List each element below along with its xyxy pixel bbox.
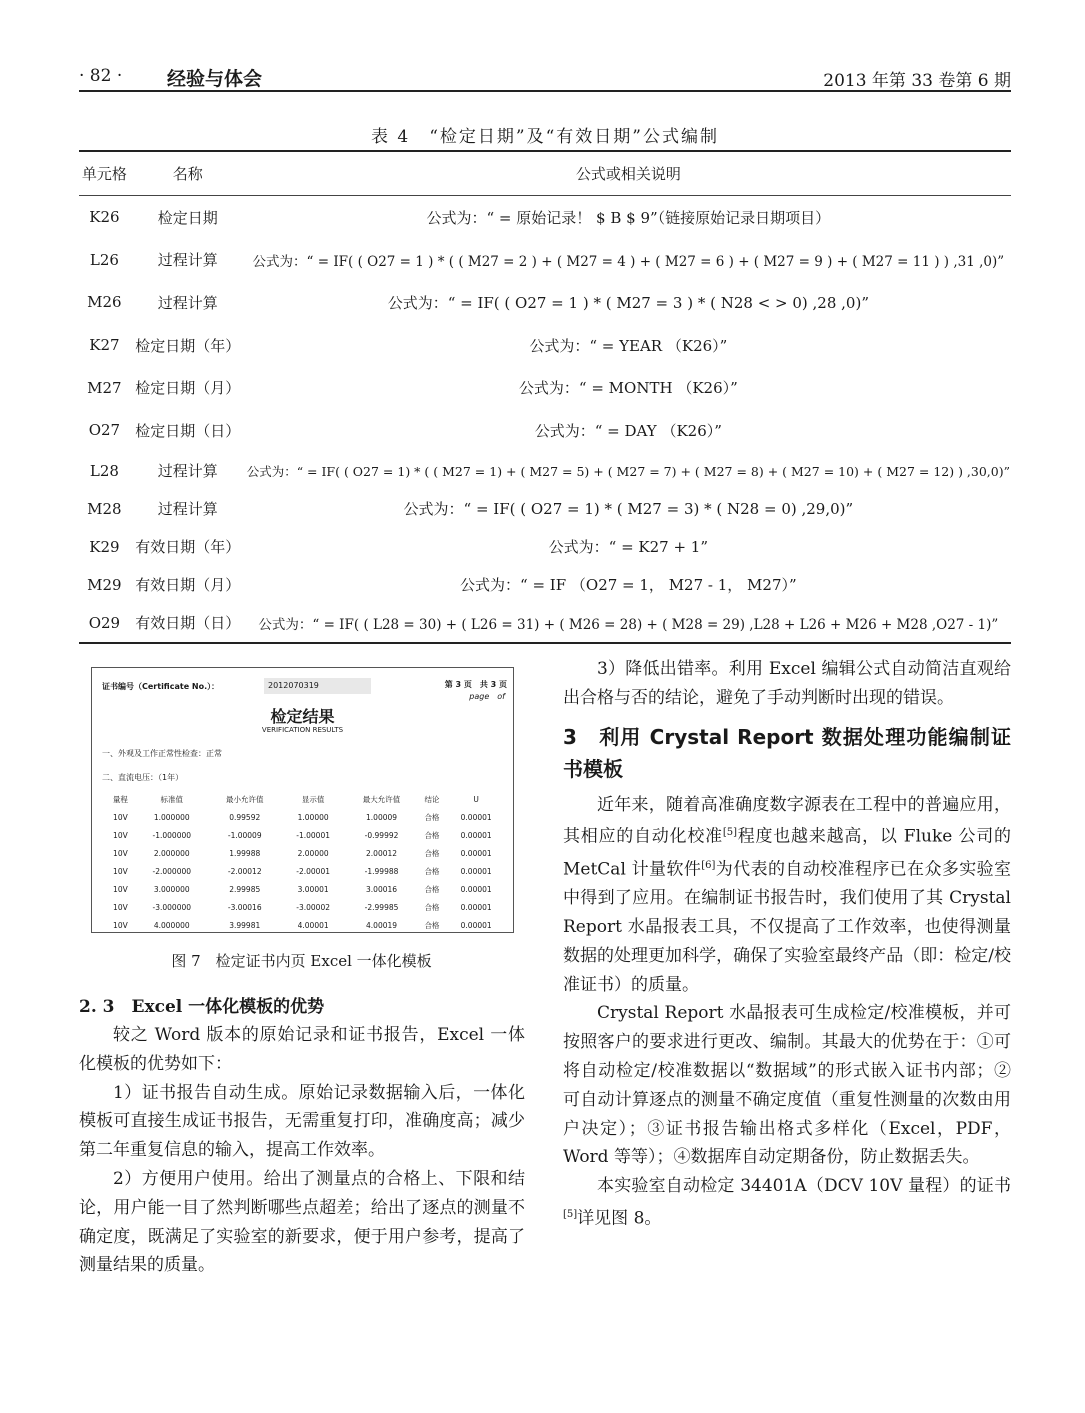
cell: 检定日期: [157, 208, 218, 227]
citation-ref: [6]: [701, 859, 716, 871]
cell: 过程计算: [157, 293, 218, 312]
cell: -1.00009: [227, 830, 262, 840]
cell: 公式为：“ = 原始记录！ $ B $ 9”（链接原始记录日期项目）: [426, 208, 831, 227]
table-row: [79, 281, 1011, 324]
text-span: 为代表的自动校准程序已在众多实验室中得到了应用。在编制证书报告时，我们使用了其 Crystal Report 水晶报表工具，不仅提高了工作效率，也使得测量数据的处理更加科学，确保了实验室最终产品（即：检定/校准证书）的质量。: [563, 859, 1011, 995]
table-row: [79, 452, 1011, 490]
cell: -3.00002: [296, 902, 330, 912]
section-heading: 2. 3 Excel 一体化模板的优势: [79, 997, 325, 1017]
figure-certificate-template: [91, 667, 514, 933]
cell: 2.00012: [366, 848, 398, 858]
cell: K26: [89, 208, 120, 227]
cell: 公式为：“ = IF( ( O27 = 1) * ( ( M27 = 1) + ( M27 = 5) + ( M27 = 7) + ( M27 = 8) + ( M27 = 10) + ( M27 = 12) ) ,30,0)”: [246, 463, 1010, 479]
text-span: 本实验室自动检定 34401A（DCV 10V 量程）的证书: [597, 1176, 1011, 1197]
cell: L28: [89, 461, 119, 480]
cert-number-value: 2012070319: [264, 678, 371, 694]
table-row: [79, 196, 1011, 239]
cell: 0.00001: [460, 848, 492, 858]
table-row: [79, 239, 1011, 282]
cell: 0.00001: [460, 884, 492, 894]
cell: 1.00000: [297, 812, 329, 822]
cell: 10V: [113, 812, 128, 822]
results-row: [106, 808, 506, 826]
results-subtitle: VERIFICATION RESULTS: [261, 726, 344, 734]
table-row: [79, 409, 1011, 452]
col-header: 结论: [424, 794, 440, 804]
paragraph: [563, 791, 1011, 1000]
cell: -2.000000: [152, 866, 192, 876]
cell: 1.99988: [229, 848, 261, 858]
text-span: 详见图 8。: [577, 1208, 662, 1229]
cell: 合格: [424, 848, 440, 858]
cell: -1.00001: [296, 830, 330, 840]
col-header: 显示值: [301, 794, 325, 804]
cell: -1.99988: [364, 866, 399, 876]
cell: -2.99985: [364, 902, 399, 912]
cell: -1.000000: [152, 830, 192, 840]
cell: 4.00001: [297, 920, 329, 930]
right-column: [563, 655, 1011, 1234]
text-span: 近年来，随着高准确度数字源表在工程中的普遍应用，其相应的自动化校准: [563, 794, 1011, 848]
cell: M27: [87, 378, 122, 397]
cell: 10V: [113, 884, 128, 894]
table-row: [79, 528, 1011, 566]
running-header: [79, 60, 1011, 92]
cell: 0.00001: [460, 830, 492, 840]
col-header: 公式或相关说明: [246, 151, 1011, 196]
cell: 有效日期（年）: [135, 538, 241, 557]
table-row: [79, 566, 1011, 604]
cell: 公式为：“ = IF( ( O27 = 1 ) * ( ( M27 = 2 ) + ( M27 = 4 ) + ( M27 = 6 ) + ( M27 = 9 ) + ( M27 = 11 ) ) ,31 ,0)”: [252, 253, 1005, 270]
paragraph: 1）证书报告自动生成。原始记录数据输入后，一体化模板可直接生成证书报告，无需重复打印，准确度高；减少第二年重复信息的输入，提高工作效率。: [79, 1082, 525, 1161]
cell: 合格: [424, 902, 440, 912]
cell: -0.99992: [364, 830, 399, 840]
cell: 合格: [424, 830, 440, 840]
cert-number-label: 证书编号（Certificate No.）：: [102, 682, 220, 691]
table-row: [79, 324, 1011, 367]
cell: M29: [87, 575, 122, 594]
results-row: [106, 880, 506, 898]
results-row: [106, 862, 506, 880]
cell: 2.99985: [229, 884, 261, 894]
cell: 公式为：“ = IF( ( L28 = 30) + ( L26 = 31) + ( M26 = 28) + ( M28 = 29) ,L28 + L26 + M26 + M28 ,O27 - 1)”: [246, 604, 1011, 643]
cell: 0.00001: [460, 920, 492, 930]
col-header: 最大允许值: [362, 794, 401, 804]
cell: 3.000000: [153, 884, 190, 894]
cell: 合格: [424, 920, 440, 930]
cell: 公式为：“ = IF( ( O27 = 1 ) * ( M27 = 3 ) * ( N28 < > 0) ,28 ,0)”: [387, 293, 869, 312]
cell: 4.000000: [153, 920, 190, 930]
cell: 合格: [424, 884, 440, 894]
results-row: [106, 826, 506, 844]
cell: 过程计算: [157, 462, 218, 481]
col-header: 标准值: [160, 794, 184, 804]
cell: 3.99981: [229, 920, 261, 930]
cell: M28: [87, 499, 122, 518]
col-header: 最小允许值: [225, 794, 264, 804]
cell: 检定日期（月）: [135, 379, 241, 398]
formula-table: [79, 150, 1011, 644]
cell: 公式为：“ = IF( ( O27 = 1) * ( M27 = 3) * ( N28 = 0) ,29,0)”: [403, 500, 854, 519]
page-info-en: page of: [469, 692, 505, 701]
results-row: [106, 844, 506, 862]
col-header: U: [473, 794, 479, 804]
citation-ref: [5]: [722, 827, 738, 839]
cell: 10V: [113, 848, 128, 858]
left-column: [79, 993, 525, 1280]
results-row: [106, 898, 506, 916]
table-caption: 表 4 “检定日期”及“有效日期”公式编制: [371, 127, 719, 147]
cell: 1.000000: [153, 812, 190, 822]
cell: L26: [89, 250, 119, 269]
paragraph: Crystal Report 水晶报表可生成检定/校准模板，并可按照客户的要求进行更改、编制。其最大的优势在于：①可将自动检定/校准数据以“数据域”的形式嵌入证书内部；②可自动计算逐点的测量不确定度值（重复性测量的次数由用户决定）；③证书报告输出格式多样化（Excel，PDF，Word 等等）；④数据库自动定期备份，防止数据丢失。: [563, 1003, 1011, 1168]
cell: 公式为：“ = YEAR （K26）”: [529, 336, 728, 355]
cell: 1.00009: [366, 812, 398, 822]
cell: 公式为：“ = K27 + 1”: [548, 538, 709, 557]
table-header-row: [79, 151, 1011, 196]
table-row: [79, 604, 1011, 643]
cell: -2.00001: [296, 866, 330, 876]
paragraph: 3）降低出错率。利用 Excel 编辑公式自动简洁直观给出合格与否的结论，避免了手动判断时出现的错误。: [563, 659, 1011, 708]
cell: 3.00016: [366, 884, 398, 894]
cell: 10V: [113, 902, 128, 912]
cell: 过程计算: [157, 500, 218, 519]
cell: 公式为：“ = MONTH （K26）”: [518, 379, 738, 398]
col-header: 名称: [130, 151, 246, 196]
cell: O29: [79, 604, 130, 643]
results-table: [106, 790, 506, 934]
cell: -2.00012: [227, 866, 262, 876]
cell: 过程计算: [157, 251, 218, 270]
cell: 3.00001: [297, 884, 329, 894]
cell: 0.00001: [460, 902, 492, 912]
journal-section: 经验与体会: [167, 68, 263, 90]
cell: 2.00000: [297, 848, 329, 858]
issue-info: 2013 年第 33 卷第 6 期: [823, 71, 1011, 91]
cell: 合格: [424, 812, 440, 822]
cell: K27: [89, 336, 120, 355]
inspection-line: 一、外观及工作正常性检查：正常: [102, 749, 222, 758]
cell: K29: [89, 537, 120, 556]
table-row: [79, 490, 1011, 528]
cell: 0.00001: [460, 866, 492, 876]
page-number: · 82 ·: [79, 66, 123, 86]
cell: O27: [88, 421, 121, 440]
cell: M26: [87, 293, 122, 312]
cell: 4.00019: [366, 920, 398, 930]
text-span: 程度也越来越高，以 Fluke 公司的 MetCal 计量软件: [563, 827, 1011, 880]
cell: -3.00016: [227, 902, 262, 912]
section-heading: 3 利用 Crystal Report 数据处理功能编制证书模板: [563, 724, 1011, 781]
cell: 合格: [424, 866, 440, 876]
paragraph: 2）方便用户使用。给出了测量点的合格上、下限和结论，用户能一目了然判断哪些点超差；给出了逐点的测量不确定度，既满足了实验室的新要求，便于用户参考，提高了测量结果的质量。: [79, 1168, 525, 1276]
col-header: 量程: [112, 794, 128, 804]
paragraph: [563, 1172, 1011, 1233]
cell: 公式为：“ = DAY （K26）”: [534, 421, 722, 440]
cell: -3.000000: [152, 902, 192, 912]
paragraph: 较之 Word 版本的原始记录和证书报告，Excel 一体化模板的优势如下：: [79, 1025, 525, 1074]
cell: 0.99592: [229, 812, 261, 822]
table-row: [79, 366, 1011, 409]
page-info: 第 3 页 共 3 页: [444, 680, 507, 689]
col-header: 单元格: [79, 151, 130, 196]
cell: 0.00001: [460, 812, 492, 822]
cell: 10V: [113, 866, 128, 876]
cell: 有效日期（月）: [135, 576, 241, 595]
cell: 检定日期（年）: [135, 336, 241, 355]
citation-ref: [5]: [563, 1209, 578, 1221]
cell: 2.000000: [153, 848, 190, 858]
cell: 10V: [113, 920, 128, 930]
dcv-line: 二、直流电压：（1年）: [102, 773, 184, 782]
results-title: 检定结果: [270, 707, 335, 726]
cell: 有效日期（日）: [130, 604, 246, 643]
cell: 检定日期（日）: [135, 421, 241, 440]
results-header-row: [106, 790, 506, 808]
cell: 10V: [113, 830, 128, 840]
results-row: [106, 916, 506, 934]
figure-caption: 图 7 检定证书内页 Excel 一体化模板: [171, 952, 432, 970]
cell: 公式为：“ = IF （O27 = 1， M27 - 1， M27）”: [460, 576, 797, 595]
